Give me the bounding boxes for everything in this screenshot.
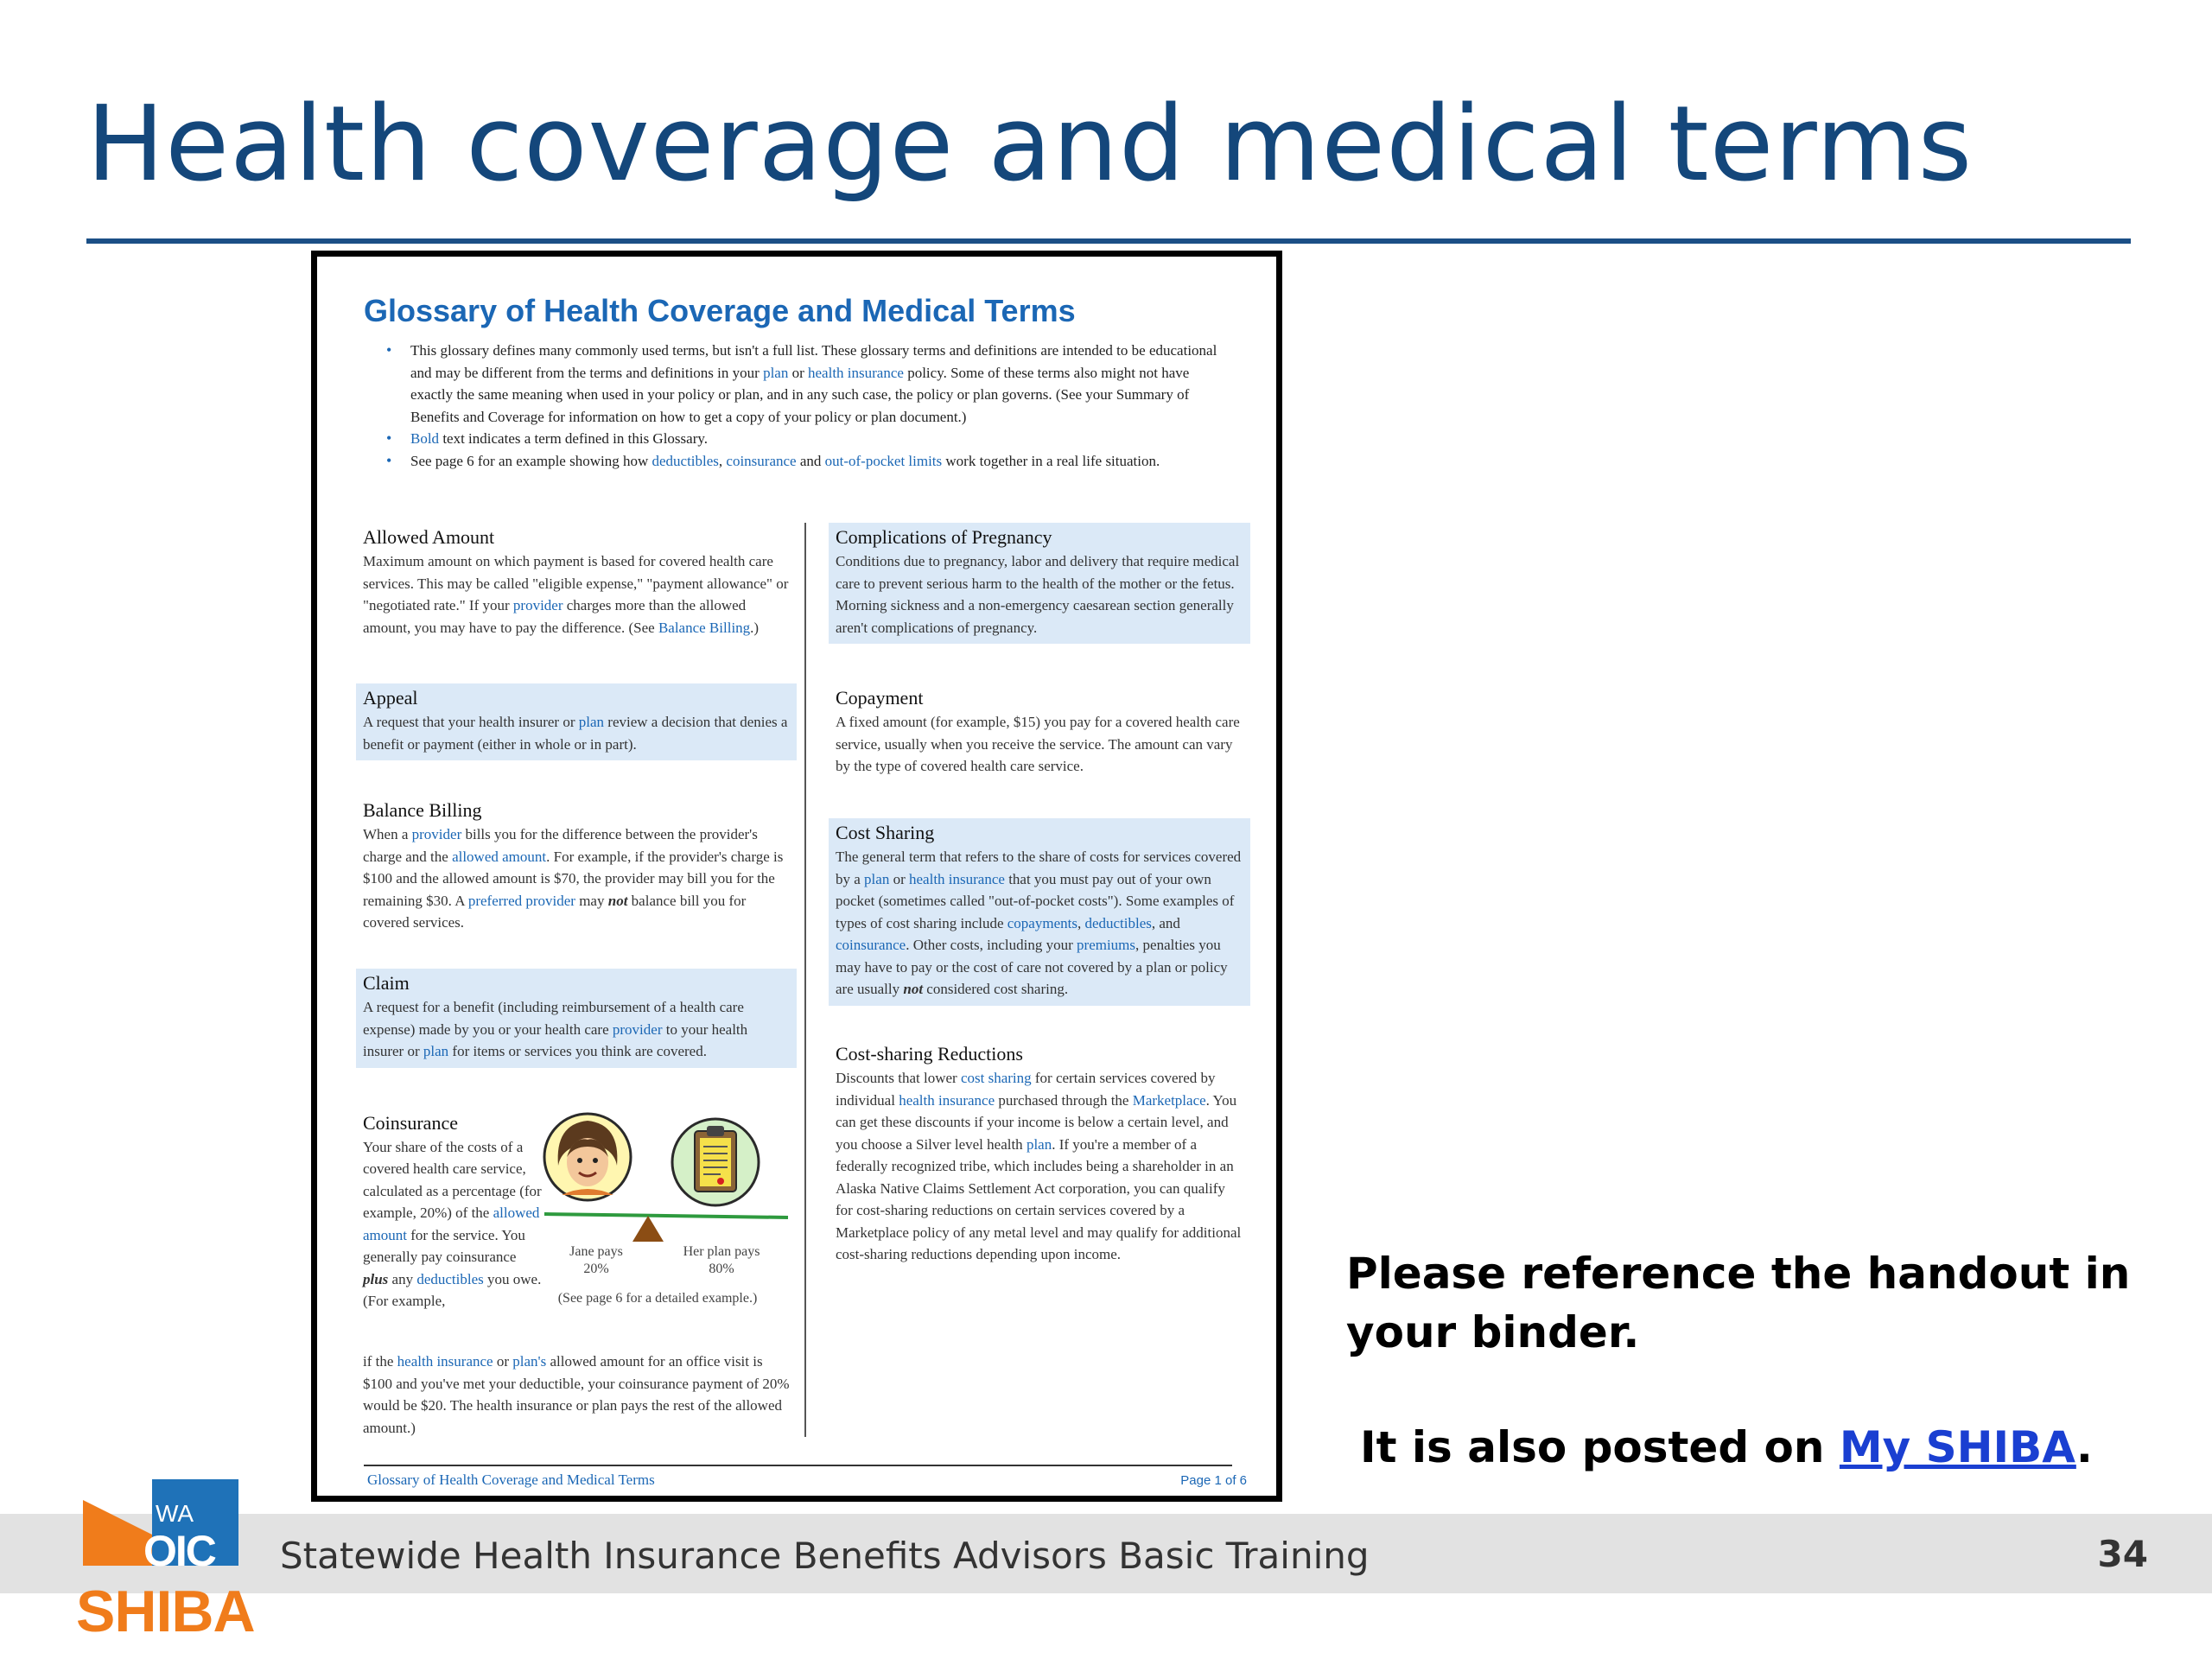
- term-title: Cost Sharing: [836, 822, 935, 843]
- term-body: Conditions due to pregnancy, labor and delivery that require medical care to prevent serious harm to the health of the mother or the fetus. Morning sickness and a non-emergency caesarean section generally aren't complications of pregnancy.: [836, 553, 1240, 636]
- term-body: Coinsurance Your share of the costs of a covered health care service, calculated as a percentage (for example, 20%) of the allowed amount for the service. You generally pay coinsurance plus any deductibles you owe. (For example,: [363, 1112, 542, 1309]
- handout-footer-rule: [364, 1465, 1232, 1466]
- intro-bullet: • Bold text indicates a term defined in this Glossary.: [379, 428, 1226, 450]
- term-title: Balance Billing: [363, 799, 482, 821]
- title-underline: [86, 238, 2131, 244]
- term-body-continued: if the health insurance or plan's allowed amount for an office visit is $100 and you've met your deductible, your coinsurance payment of 20% would be $20. The health insurance or plan pays the rest of the allowed amount.): [363, 1353, 790, 1436]
- oic-shiba-logo: [69, 1474, 255, 1647]
- jane-pays-label: Jane pays 20%: [569, 1244, 623, 1276]
- slide-title: Health coverage and medical terms: [86, 85, 1974, 205]
- term-body: When a provider bills you for the difference between the provider's charge and the allowed amount. For example, if the provider's charge is $100 and the allowed amount is $70, the provider may bill you for the remaining $30. A preferred provider may not balance bill you for covered services.: [363, 826, 784, 931]
- term-title: Coinsurance: [363, 1112, 458, 1134]
- term-body: A request for a benefit (including reimbursement of a health care expense) made by you or your health care provider to your health insurer or plan for items or services you think are covered.: [363, 999, 748, 1059]
- footer-course-title: Statewide Health Insurance Benefits Advisors Basic Training: [280, 1535, 1370, 1577]
- term-title: Cost-sharing Reductions: [836, 1043, 1023, 1065]
- intro-bullet: • This glossary defines many commonly used terms, but isn't a full list. These glossary terms and definitions are intended to be educational and may be different from the terms and definitions in your plan or health insurance policy. Some of these terms also might not have exactly the same meaning when used in your policy or plan, and in any such case, the policy or plan governs. (See your Summary of Benefits and Coverage for information on how to get a copy of your policy or plan document.): [379, 340, 1226, 428]
- handout-page-indicator: Page 1 of 6: [1180, 1473, 1247, 1488]
- slide-page-number: 34: [2097, 1533, 2148, 1575]
- term-appeal: [356, 683, 797, 760]
- handout-footer-title: Glossary of Health Coverage and Medical Terms: [367, 1471, 655, 1488]
- term-title: Claim: [363, 972, 410, 994]
- my-shiba-note: It is also posted on My SHIBA.: [1360, 1422, 2093, 1472]
- column-divider: [804, 523, 806, 1437]
- glossary-intro-list: [379, 340, 1226, 472]
- term-title: Copayment: [836, 687, 924, 709]
- term-title: Appeal: [363, 687, 418, 709]
- plan-pays-label: Her plan pays 80%: [683, 1244, 760, 1276]
- term-balance-billing: [356, 796, 797, 939]
- handout-image: [311, 251, 1282, 1502]
- handout-reference-note: Please reference the handout in your binder.: [1346, 1249, 2131, 1357]
- glossary-title: Glossary of Health Coverage and Medical Terms: [364, 293, 1076, 328]
- term-title: Allowed Amount: [363, 526, 495, 548]
- term-body: A request that your health insurer or plan review a decision that denies a benefit or payment (either in whole or in part).: [363, 714, 788, 753]
- logo-shiba-text: SHIBA: [76, 1579, 255, 1644]
- term-body: The general term that refers to the share of costs for services covered by a plan or health insurance that you must pay out of your own pocket (sometimes called "out-of-pocket costs"). Some examples of types of cost sharing include copayments, deductibles, and coinsurance. Other costs, including your premiums, penalties you may have to pay or the cost of care not covered by a plan or policy are usually not considered cost sharing.: [836, 849, 1242, 997]
- term-complications-of-pregnancy: [829, 523, 1250, 644]
- term-body: Maximum amount on which payment is based for covered health care services. This may be called "eligible expense," "payment allowance" or "negotiated rate." If your provider charges more than the allowed amount, you may have to pay the difference. (See Balance Billing.): [363, 553, 789, 636]
- my-shiba-link[interactable]: My SHIBA: [1839, 1422, 2076, 1472]
- intro-bullet: • See page 6 for an example showing how deductibles, coinsurance and out-of-pocket limits work together in a real life situation.: [379, 450, 1226, 473]
- figure-caption: (See page 6 for a detailed example.): [557, 1291, 758, 1306]
- term-body: Discounts that lower cost sharing for certain services covered by individual health insurance purchased through the Marketplace. You can get these discounts if your income is below a certain level, and you choose a Silver level health plan. If you're a member of a federally recognized tribe, which includes being a shareholder in an Alaska Native Claims Settlement Act corporation, you can qualify for cost-sharing reductions on certain services covered by a Marketplace policy of any metal level and may qualify for additional cost-sharing reductions depending upon income.: [836, 1070, 1242, 1262]
- term-body: A fixed amount (for example, $15) you pay for a covered health care service, usually when you receive the service. The amount can vary by the type of covered health care service.: [836, 714, 1240, 774]
- term-claim: [356, 969, 797, 1068]
- logo-wa-text: WA: [156, 1500, 194, 1527]
- term-title: Complications of Pregnancy: [836, 526, 1052, 548]
- term-cost-sharing: [829, 818, 1250, 1006]
- logo-oic-text: OIC: [143, 1527, 215, 1575]
- term-allowed-amount: [356, 523, 797, 644]
- term-cost-sharing-reductions: [829, 1039, 1250, 1271]
- coinsurance-figure: [536, 1112, 795, 1337]
- term-copayment: [829, 683, 1250, 783]
- term-coinsurance: [363, 1112, 795, 1440]
